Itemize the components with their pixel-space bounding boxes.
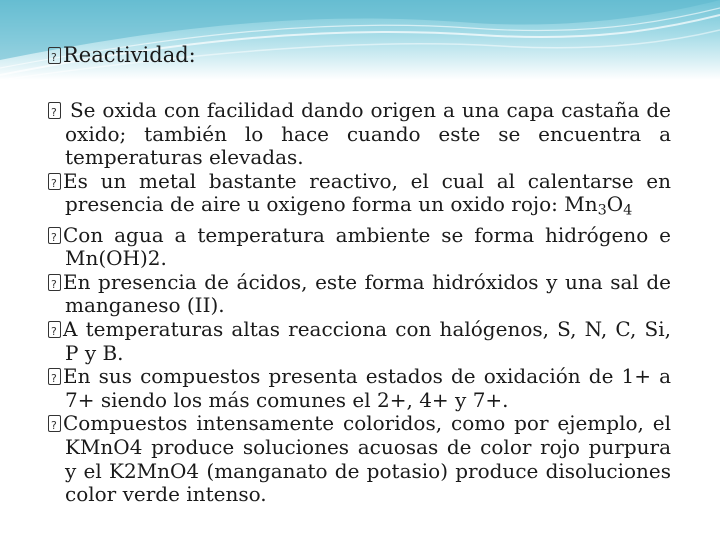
bullet-list bbox=[48, 99, 671, 507]
missing-glyph-box-icon bbox=[48, 321, 61, 338]
title-text: Reactividad: bbox=[63, 43, 196, 67]
list-item: ?En presencia de ácidos, este forma hidróxidos y una sal de manganeso (II). bbox=[48, 271, 671, 318]
header-decoration bbox=[0, 0, 720, 80]
list-item: ?Es un metal bastante reactivo, el cual al calentarse en presencia de aire u oxigeno forma un oxido rojo: $Mn_3O_4$ bbox=[48, 170, 671, 224]
list-item: ?A temperaturas altas reacciona con halógenos, S, N, C, Si, P y B. bbox=[48, 318, 671, 365]
missing-glyph-box-icon bbox=[48, 102, 61, 119]
list-item: ? Se oxida con facilidad dando origen a una capa castaña de oxido; también lo hace cuando este se encuentra a temperaturas elevadas. bbox=[48, 99, 671, 170]
missing-glyph-box-icon bbox=[48, 368, 61, 385]
missing-glyph-box-icon bbox=[48, 415, 61, 432]
wave-decoration bbox=[0, 0, 720, 80]
list-item: ?En sus compuestos presenta estados de oxidación de 1+ a 7+ siendo los más comunes el 2+, 4+ y 7+. bbox=[48, 365, 671, 412]
slide-title bbox=[48, 43, 196, 67]
missing-glyph-box-icon bbox=[48, 47, 61, 64]
list-item: ?Compuestos intensamente coloridos, como por ejemplo, el KMnO4 produce soluciones acuosas de color rojo purpura y el K2MnO4 (manganato de potasio) produce disoluciones color verde intenso. bbox=[48, 412, 671, 506]
missing-glyph-box-icon bbox=[48, 274, 61, 291]
list-item: ?Con agua a temperatura ambiente se forma hidrógeno e Mn(OH)2. bbox=[48, 224, 671, 271]
missing-glyph-box-icon bbox=[48, 227, 61, 244]
missing-glyph-box-icon bbox=[48, 173, 61, 190]
